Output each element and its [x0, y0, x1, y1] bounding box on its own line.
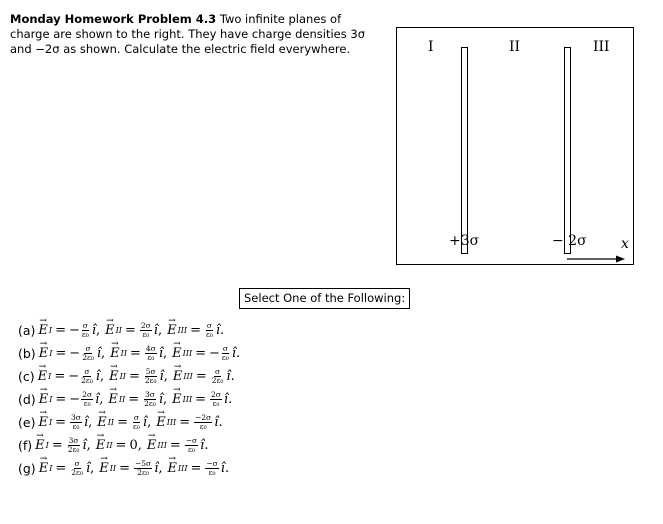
separator: ,	[162, 392, 168, 407]
problem-text: Two infinite planes of charge are shown to the right. They have charge densities 3σ and −2σ as shown. Calculate the electric field everywhere.	[10, 12, 366, 56]
unit-vector-i-hat: î	[95, 369, 100, 384]
answer-option[interactable]	[18, 434, 245, 457]
separator: .	[204, 438, 209, 453]
region-subscript: II	[118, 395, 126, 404]
problem-statement	[10, 12, 380, 57]
denominator: 2ε₀	[137, 468, 149, 477]
numerator: 5σ	[145, 367, 156, 376]
fraction	[194, 414, 212, 431]
separator: .	[236, 346, 241, 361]
separator: ,	[158, 461, 163, 476]
field-vector: → E	[38, 319, 48, 342]
region-subscript: III	[183, 372, 193, 381]
unit-vector-i-hat: î	[82, 438, 87, 453]
numerator: 2σ	[140, 321, 151, 330]
equals-sign: =	[55, 346, 67, 361]
separator: .	[228, 392, 233, 407]
denominator: ε₀	[212, 399, 220, 408]
field-vector: → E	[173, 365, 183, 388]
option-label: (g)	[18, 461, 36, 476]
plane-right	[564, 47, 571, 254]
numerator: 4σ	[145, 344, 156, 353]
region-subscript: II	[107, 418, 115, 427]
unit-vector-i-hat: î	[158, 392, 163, 407]
fraction	[210, 391, 222, 408]
denominator: ε₀	[132, 422, 140, 431]
region-subscript: II	[109, 464, 117, 473]
numerator: 3σ	[68, 436, 79, 445]
fraction	[81, 322, 90, 339]
denominator: ε₀	[83, 399, 91, 408]
denominator: ε₀	[221, 353, 229, 362]
sign: −	[68, 369, 80, 384]
field-vector: → E	[172, 388, 182, 411]
field-vector: → E	[108, 388, 118, 411]
numerator: σ	[206, 321, 212, 330]
unit-vector-i-hat: î	[200, 438, 205, 453]
denominator: ε₀	[199, 422, 207, 431]
fraction	[221, 345, 230, 362]
denominator: ε₀	[72, 422, 80, 431]
numerator: 3σ	[71, 413, 81, 422]
field-vector: → E	[38, 411, 48, 434]
separator: ,	[86, 438, 91, 453]
region-subscript: III	[166, 418, 177, 427]
field-vector: → E	[172, 342, 182, 365]
unit-vector-i-hat: î	[153, 323, 158, 338]
option-label: (b)	[18, 346, 36, 361]
unit-vector-i-hat: î	[142, 415, 148, 430]
sign: −	[69, 392, 81, 407]
separator: ,	[99, 369, 105, 384]
denominator: 2ε₀	[81, 376, 93, 385]
denominator: 2ε₀	[82, 353, 94, 362]
equals-sign: =	[195, 369, 207, 384]
numerator: 2σ	[82, 390, 93, 399]
fraction	[211, 368, 225, 385]
fraction	[132, 414, 141, 431]
unit-vector-i-hat: î	[91, 323, 96, 338]
numerator: σ	[82, 321, 88, 330]
field-vector: → E	[38, 365, 48, 388]
fraction	[144, 368, 158, 385]
unit-vector-i-hat: î	[214, 415, 219, 430]
field-vector: → E	[97, 411, 107, 434]
separator: ,	[163, 369, 168, 384]
unit-vector-i-hat: î	[158, 346, 163, 361]
option-label: (e)	[18, 415, 36, 430]
select-prompt[interactable]: Select One of the Following:	[239, 288, 410, 309]
region-subscript: I	[49, 464, 53, 473]
denominator: 2ε₀	[211, 376, 224, 385]
x-direction-arrow-icon	[567, 254, 625, 264]
denominator: 2ε₀	[67, 445, 80, 454]
sign: −	[69, 346, 81, 361]
equals-sign: =	[128, 392, 140, 407]
region-subscript: II	[115, 326, 122, 335]
equals-sign: =	[55, 461, 67, 476]
field-vector: → E	[109, 365, 119, 388]
numerator: σ	[214, 367, 221, 376]
equals-sign: =	[55, 323, 66, 338]
answer-option[interactable]	[18, 319, 245, 342]
field-vector: → E	[168, 457, 178, 480]
denominator: ε₀	[205, 330, 213, 339]
region-subscript: III	[182, 395, 193, 404]
field-vector: → E	[39, 388, 49, 411]
equals-sign: =	[179, 415, 191, 430]
fraction	[80, 368, 94, 385]
separator: ,	[90, 461, 95, 476]
field-value: 0	[129, 438, 138, 453]
fraction	[70, 460, 84, 477]
field-vector: → E	[147, 434, 157, 457]
answer-option[interactable]	[18, 365, 245, 388]
region-subscript: I	[49, 395, 53, 404]
fraction	[205, 460, 218, 477]
denominator: ε₀	[81, 330, 89, 339]
equals-sign: =	[190, 323, 201, 338]
denominator: ε₀	[147, 353, 155, 362]
sign: −	[209, 346, 220, 361]
equals-sign: =	[190, 461, 202, 476]
denominator: 2ε₀	[144, 376, 157, 385]
charge-label-right: − 2σ	[552, 233, 587, 249]
sign: −	[69, 323, 80, 338]
field-vector: → E	[96, 434, 106, 457]
field-vector: → E	[167, 319, 177, 342]
equals-sign: =	[119, 461, 130, 476]
numerator: σ	[85, 344, 91, 353]
field-vector: → E	[99, 457, 109, 480]
region-label-1: I	[428, 39, 434, 55]
field-vector: → E	[35, 434, 45, 457]
answer-option[interactable]	[18, 457, 245, 480]
equals-sign: =	[55, 392, 67, 407]
numerator: 3σ	[145, 390, 155, 399]
fraction	[81, 345, 95, 362]
unit-vector-i-hat: î	[220, 461, 225, 476]
separator: ,	[101, 346, 106, 361]
fraction	[134, 460, 152, 477]
numerator: −2σ	[195, 413, 212, 422]
fraction	[70, 414, 82, 431]
answer-options	[18, 319, 245, 480]
option-label: (a)	[18, 323, 36, 338]
denominator: 2ε₀	[144, 399, 156, 408]
field-vector: → E	[39, 457, 49, 480]
equals-sign: =	[117, 415, 128, 430]
field-vector: → E	[110, 342, 120, 365]
equals-sign: =	[124, 323, 136, 338]
separator: ,	[99, 392, 104, 407]
option-label: (c)	[18, 369, 35, 384]
charge-label-left: +3σ	[449, 233, 480, 249]
unit-vector-i-hat: î	[215, 323, 221, 338]
fraction	[67, 437, 81, 454]
numerator: σ	[222, 344, 228, 353]
field-vector: → E	[105, 319, 115, 342]
denominator: ε₀	[208, 468, 216, 477]
separator: .	[218, 415, 223, 430]
denominator: ε₀	[142, 330, 150, 339]
region-subscript: II	[119, 372, 126, 381]
answer-option[interactable]	[18, 342, 245, 365]
region-subscript: I	[48, 326, 53, 335]
numerator: σ	[133, 413, 139, 422]
separator: .	[230, 369, 235, 384]
unit-vector-i-hat: î	[85, 461, 91, 476]
equals-sign: =	[128, 369, 140, 384]
problem-title: Monday Homework Problem 4.3	[10, 12, 217, 26]
separator: ,	[95, 323, 101, 338]
unit-vector-i-hat: î	[96, 346, 102, 361]
numerator: 2σ	[211, 390, 221, 399]
fraction	[185, 437, 198, 454]
equals-sign: =	[54, 369, 66, 384]
equals-sign: =	[55, 415, 67, 430]
equals-sign: =	[115, 438, 127, 453]
separator: .	[220, 323, 225, 338]
region-subscript: I	[45, 441, 49, 450]
fraction	[81, 391, 93, 408]
fraction	[140, 322, 152, 339]
unit-vector-i-hat: î	[154, 461, 159, 476]
equals-sign: =	[130, 346, 141, 361]
unit-vector-i-hat: î	[226, 369, 231, 384]
region-subscript: I	[48, 372, 52, 381]
separator: ,	[137, 438, 142, 453]
separator: ,	[157, 323, 163, 338]
separator: .	[224, 461, 230, 476]
region-subscript: II	[120, 349, 127, 358]
numerator: σ	[74, 459, 80, 468]
option-label: (f)	[18, 438, 33, 453]
equals-sign: =	[169, 438, 181, 453]
region-subscript: I	[48, 418, 53, 427]
denominator: 2ε₀	[71, 468, 83, 477]
option-label: (d)	[18, 392, 36, 407]
region-subscript: III	[157, 441, 167, 450]
equals-sign: =	[51, 438, 63, 453]
fraction	[143, 391, 157, 408]
plane-left	[461, 47, 468, 254]
region-subscript: II	[106, 441, 113, 450]
region-subscript: III	[178, 464, 188, 473]
numerator: σ	[84, 367, 90, 376]
answer-option[interactable]	[18, 411, 245, 434]
answer-option[interactable]	[18, 388, 245, 411]
region-label-2: II	[509, 39, 521, 55]
equals-sign: =	[195, 392, 207, 407]
x-axis-label: x	[621, 236, 629, 252]
denominator: ε₀	[188, 445, 195, 454]
numerator: −σ	[206, 459, 218, 468]
region-subscript: III	[182, 349, 193, 358]
numerator: −σ	[185, 436, 198, 445]
unit-vector-i-hat: î	[159, 369, 164, 384]
separator: ,	[162, 346, 168, 361]
numerator: −5σ	[135, 459, 152, 468]
fraction	[205, 322, 214, 339]
region-subscript: III	[177, 326, 188, 335]
separator: ,	[88, 415, 93, 430]
charged-planes-figure	[396, 27, 634, 265]
field-vector: → E	[39, 342, 49, 365]
fraction	[145, 345, 157, 362]
unit-vector-i-hat: î	[83, 415, 89, 430]
region-subscript: I	[49, 349, 53, 358]
field-vector: → E	[156, 411, 166, 434]
unit-vector-i-hat: î	[95, 392, 100, 407]
unit-vector-i-hat: î	[223, 392, 229, 407]
equals-sign: =	[195, 346, 207, 361]
region-label-3: III	[593, 39, 610, 55]
unit-vector-i-hat: î	[231, 346, 236, 361]
separator: ,	[147, 415, 152, 430]
